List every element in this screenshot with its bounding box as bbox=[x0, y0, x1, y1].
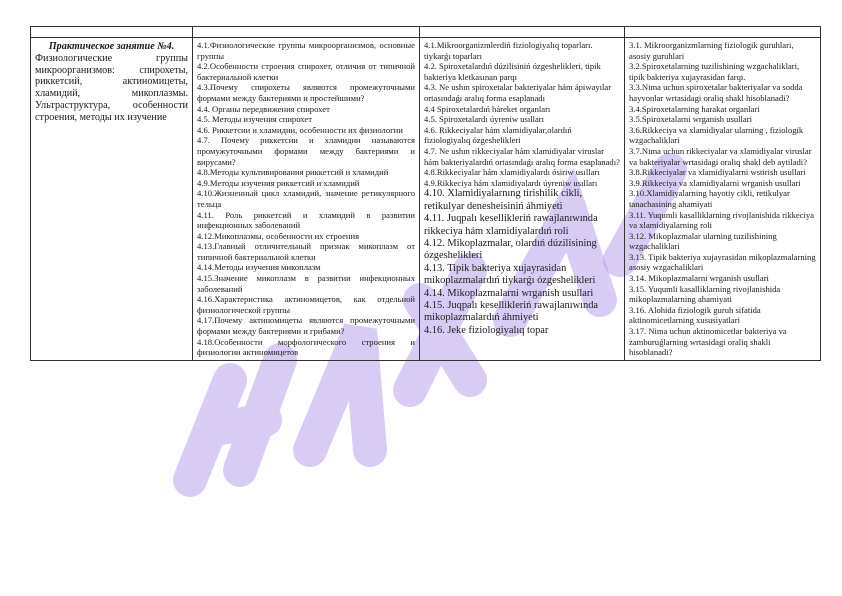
question-item: 3.7.Nima uchun rikkeciyalar va xlamidiyalar viruslar va bakteriyalar wrtasidagi oraliq shakl deb aytiladi? bbox=[629, 145, 812, 167]
question-item: 3.5.Spiroxetalarni wrganish usullari bbox=[629, 114, 752, 125]
table-row bbox=[31, 38, 821, 361]
table-header-row bbox=[31, 27, 821, 38]
question-item: 4.13.Главный отличительный признак микоплазм от типичной бактериальной клетки bbox=[197, 241, 415, 262]
question-item: 3.16. Alohida fiziologik guruh sifatida aktinomicetlarning xususiyatlari bbox=[629, 304, 761, 326]
question-item: 4.10.Жизненный цикл хламидий, значение ретикулярного тельца bbox=[197, 188, 415, 209]
question-item: 3.8.Rikkeciyalar va xlamidiyalarni wstirish usullari bbox=[629, 167, 806, 178]
question-item: 4.14.Методы изучения микоплазм bbox=[197, 262, 321, 273]
question-item: 3.13. Tipik bakteriya xujayrasidan mikoplazmalarning asosiy wzgachaliklari bbox=[629, 251, 816, 273]
question-item: 4.15.Значение микоплазм в развитии инфекционных заболеваний bbox=[197, 273, 415, 294]
topic-title: Практическое занятие №4. bbox=[48, 41, 175, 52]
question-item: 3.11. Yuqumli kasalliklarning rivojlanishida rikkeciya va xlamidiyalarning roli bbox=[629, 209, 815, 231]
question-item: 3.4.Spiroxetalarning harakat organlari bbox=[629, 103, 760, 114]
question-item: 4.11. Роль риккетсий и хламидий в развитии инфекционных заболеваний bbox=[197, 209, 415, 231]
question-item: 4.4 Spiroxetalardıń háreket organları bbox=[424, 103, 551, 114]
empty-cell bbox=[193, 27, 420, 38]
question-item: 3.12. Mikoplazmalar ularning tuzilishining wzgachaliklari bbox=[629, 230, 777, 252]
question-item: 3.1. Mikroorganizmlarning fiziologik guruhlari, asosiy guruhlari bbox=[629, 40, 794, 61]
question-item: 4.16.Характеристика актиномицетов, как отдельной физиологической группы bbox=[197, 294, 415, 315]
question-item: 4.15. Juqpalı kesellikleriń rawajlanıwında mikoplazmalardıń áhmiyeti bbox=[424, 299, 598, 324]
lesson-table bbox=[30, 26, 821, 361]
question-item: 4.14. Mikoplazmalarni wrganish usullari bbox=[424, 287, 594, 299]
question-item: 4.17.Почему актиномицеты являются промежуточными формами между бактериями и грибами? bbox=[197, 315, 415, 337]
question-item: 4.1.Mikroorganizmlerdiń fiziologiyalıq toparları. tiykarǵı toparları bbox=[424, 40, 593, 61]
question-item: 3.6.Rikkeciya va xlamidiyalar ularning , fiziologik wzgachaliklari bbox=[629, 124, 804, 146]
question-item: 4.3.Почему спирохеты являются промежуточными формами между бактериями и простейшими? bbox=[197, 82, 415, 103]
question-item: 4.12. Mikoplazmalar, olardıń dúzilisining ózgeshelikleri bbox=[424, 237, 597, 262]
question-item: 4.5. Spiroxetalardı úyreniw usılları bbox=[424, 114, 545, 125]
question-item: 3.14. Mikoplazmalarni wrganish usullari bbox=[629, 273, 769, 284]
question-item: 4.10. Xlamidiyalarnıng tirishilik cikli, retikulyar denesheisiniń áhmiyeti bbox=[424, 188, 583, 212]
question-item: 4.9.Методы изучения риккетсий и хламидий bbox=[197, 177, 360, 188]
question-item: 4.11. Juqpalı kesellikleriń rawajlanıwında rikkeciya hám xlamidiyalardıń roli bbox=[424, 213, 598, 237]
question-item: 4.8.Rikkeciyalar hám xlamidiyalardı ósiriw usılları bbox=[424, 167, 600, 178]
question-item: 4.8.Методы культивирования риккетсий и хламидий bbox=[197, 167, 389, 178]
empty-cell bbox=[625, 27, 821, 38]
question-item: 4.7. Ne ushın rikkeciyalar hám xlamidiyalar viruslar hám bakteriyalardıń ortasındaǵı aralıq forma esaplanadı? bbox=[424, 145, 620, 167]
question-item: 3.9.Rikkeciya va xlamidiyalarni wrganish usullari bbox=[629, 177, 801, 188]
question-item: 4.12.Микоплазмы, особенности их строения bbox=[197, 230, 360, 241]
questions-kaa-cell bbox=[420, 38, 625, 361]
topic-body: Физиологические группы микроорганизмов: спирохеты, риккетсий, актиномицеты, хламидий, микоплазмы. Ультраструктура, особенности строения, методы их изучение bbox=[35, 52, 188, 123]
questions-uz-cell bbox=[625, 38, 821, 361]
question-item: 4.6. Риккетсии и хламидии, особенности их физиологии bbox=[197, 124, 403, 135]
question-item: 3.10.Xlamidiyalarning hayotiy cikli, retikulyar tanachasining ahamiyati bbox=[629, 188, 790, 209]
questions-ru-cell bbox=[193, 38, 420, 361]
question-item: 4.2.Особенности строения спирохет, отличия от типичной бактериальной клетки bbox=[197, 61, 415, 82]
question-item: 3.15. Yuqumli kasalliklarning rivojlanishida mikoplazmalarning ahamiyati bbox=[629, 283, 781, 305]
question-item: 4.5. Методы изучения спирохет bbox=[197, 114, 312, 125]
question-item: 4.9.Rikkeciya hám xlamidiyalardı úyreniw usılları bbox=[424, 177, 598, 188]
question-item: 3.2.Spiroxetalarning tuzilishining wzgachaliklari, tipik bakteriya xujayrasidan farqi. bbox=[629, 61, 800, 82]
empty-cell bbox=[420, 27, 625, 38]
empty-cell bbox=[31, 27, 193, 38]
question-item: 4.4. Органы передвижения спирохет bbox=[197, 103, 330, 114]
topic-cell bbox=[31, 38, 193, 361]
question-item: 4.16. Jeke fiziologiyalıq topar bbox=[424, 324, 549, 336]
question-item: 4.1.Физиологические группы микроорганизмов, основные группы bbox=[197, 40, 415, 61]
question-item: 4.18.Особенности морфологического строения и физиологии актиномицетов bbox=[197, 336, 415, 358]
question-item: 3.17. Nima uchun aktinomicetlar bakteriya va zamburuǵlarning wrtasidagi oraliq shakli hisoblanadi? bbox=[629, 326, 787, 358]
question-item: 4.6. Rikkeciyalar hám xlamidiyalar,olardıń fiziologiyalıq ózgeshelikleri bbox=[424, 124, 572, 146]
question-item: 3.3.Nima uchun spiroxetalar bakteriyalar va sodda hayvonlar wrtasidagi oraliq shakl hisoblanadi? bbox=[629, 82, 803, 103]
question-item: 4.7. Почему риккетсии и хламидии называются промужуточными формами между бактериями и вирусами? bbox=[197, 135, 415, 167]
question-item: 4.13. Tipik bakteriya xujayrasidan mikoplazmalardıń tiykarǵı ózgeshelikleri bbox=[424, 262, 596, 287]
question-item: 4.3. Ne ushın spiroxetalar bakteriyalar hám ápiwayılar ortasındaǵı aralıq forma esaplanadı bbox=[424, 82, 612, 103]
question-item: 4.2. Spiroxetalardıń dúzilisiniń ózgeshelikleri, tipik bakteriya kletkasınan parqı bbox=[424, 61, 601, 82]
